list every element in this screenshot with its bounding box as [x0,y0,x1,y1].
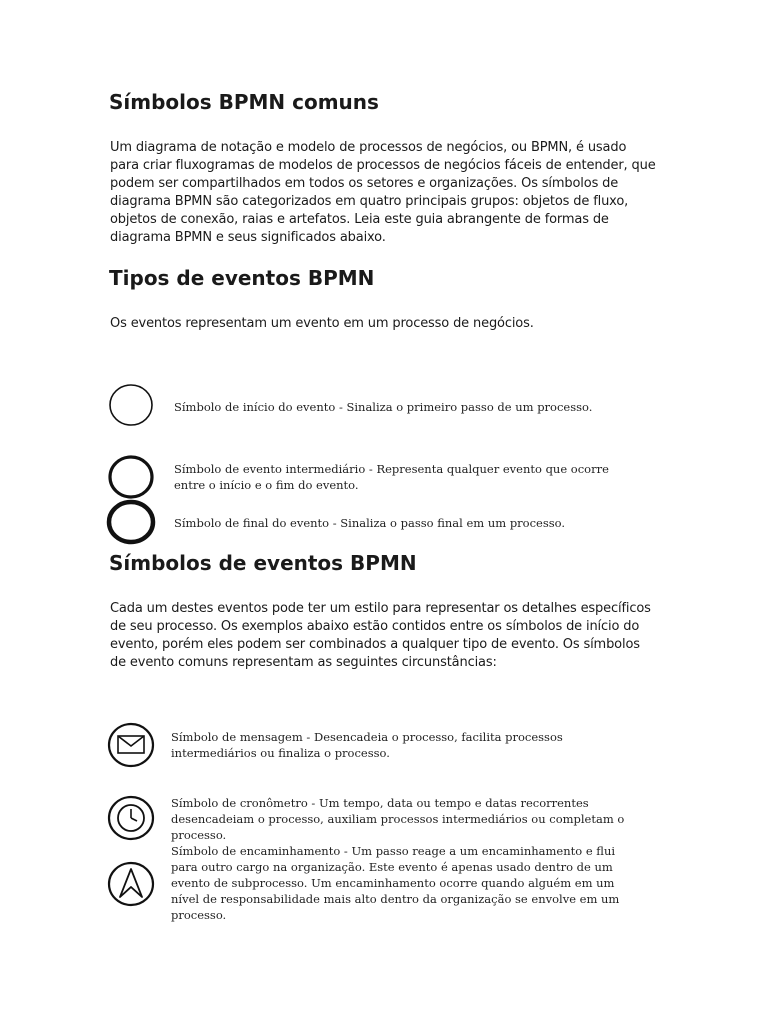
start-event-circle-icon [108,383,156,429]
timer-clock-icon [106,795,156,843]
heading-tipos-de-eventos: Tipos de eventos BPMN [109,266,375,290]
escalation-arrow-icon [106,860,156,908]
intro-paragraph: Um diagrama de notação e modelo de processos de negócios, ou BPMN, é usado para criar fluxogramas de modelos de processos de negócios fáceis de entender, que podem ser compartilhados em todos os setores e organizações. Os símbolos de diagrama BPMN são categorizados em quatro principais grupos: objetos de fluxo, objetos de conexão, raias e artefatos. Leia este guia abrangente de formas de diagrama BPMN e seus significados abaixo. [110,140,656,245]
message-envelope-icon [106,722,156,770]
message-caption: Símbolo de mensagem - Desencadeia o processo, facilita processos intermediários ou finaliza o processo. [171,730,563,760]
event-symbols-paragraph: Cada um destes eventos pode ter um estilo para representar os detalhes específicos de seu processo. Os exemplos abaixo estão contidos entre os símbolos de início do evento, porém eles podem ser combinados a qualquer tipo de evento. Os símbolos de evento comuns representam as seguintes circunstâncias: [110,601,651,670]
start-event-caption: Símbolo de início do evento - Sinaliza o primeiro passo de um processo. [174,400,593,414]
end-event-caption: Símbolo de final do evento - Sinaliza o passo final em um processo. [174,516,566,530]
escalation-caption: Símbolo de encaminhamento - Um passo reage a um encaminhamento e flui para outro cargo na organização. Este evento é apenas usado dentro de um evento de subprocesso. Um encaminhamento ocorre quando alguém em um nível de responsabilidade mais alto dentro da organização se envolve em um processo. [171,844,620,922]
timer-caption: Símbolo de cronômetro - Um tempo, data ou tempo e datas recorrentes desencadeiam o processo, auxiliam processos intermediários ou completam o processo. [171,796,625,842]
events-paragraph: Os eventos representam um evento em um processo de negócios. [110,316,534,331]
intermediate-event-circle-icon [107,455,157,501]
end-event-circle-icon [106,499,158,547]
heading-simbolos-de-eventos: Símbolos de eventos BPMN [109,551,417,575]
intermediate-event-caption: Símbolo de evento intermediário - Representa qualquer evento que ocorre entre o início e o fim do evento. [174,462,609,492]
heading-simbolos-bpmn-comuns: Símbolos BPMN comuns [109,90,379,114]
